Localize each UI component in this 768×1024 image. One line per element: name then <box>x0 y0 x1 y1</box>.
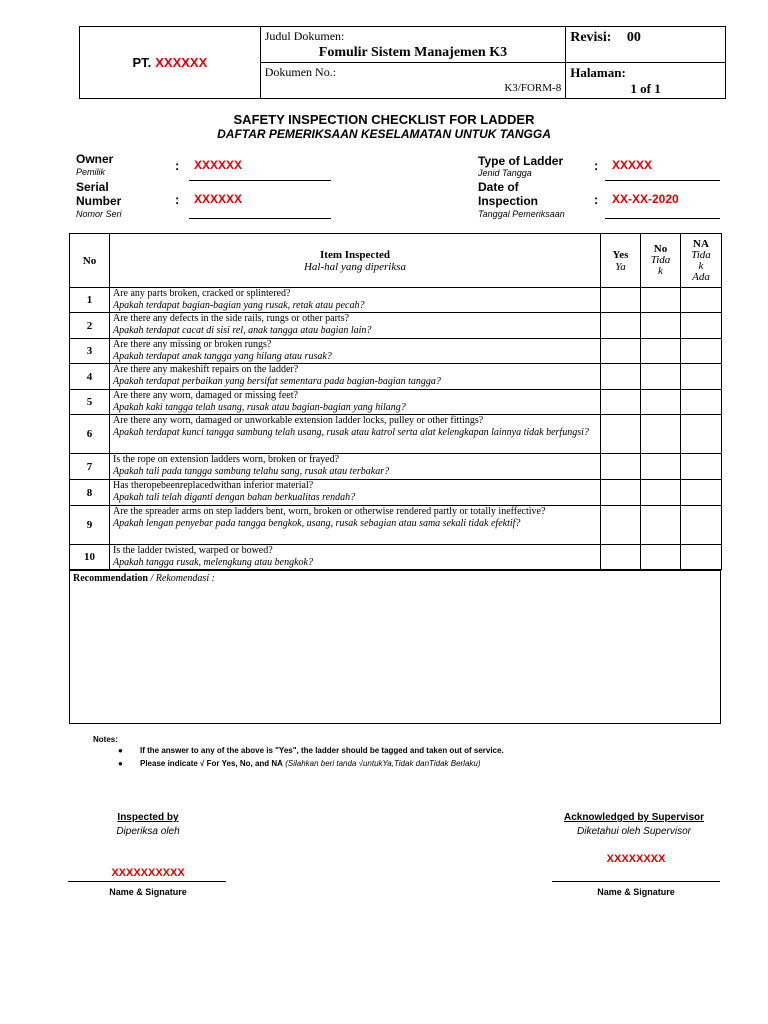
document-header <box>79 26 726 99</box>
item-english: Are any parts broken, cracked or splintered? <box>113 288 291 299</box>
col-item-sublabel: Hal-hal yang diperiksa <box>303 260 407 273</box>
yes-checkbox[interactable] <box>601 480 641 506</box>
no-checkbox[interactable] <box>641 390 681 415</box>
serial-label-1: Serial <box>76 180 109 194</box>
recommendation-box[interactable] <box>69 570 721 724</box>
item-english: Has theropebeenreplacedwithan inferior material? <box>113 480 314 491</box>
bullet-icon: ● <box>118 746 123 755</box>
acknowledged-by-sublabel: Diketahui oleh Supervisor <box>577 826 691 837</box>
row-number: 3 <box>70 339 110 364</box>
inspected-by-sublabel: Diperiksa oleh <box>116 826 180 837</box>
table-row <box>70 506 722 545</box>
owner-value[interactable]: XXXXXX <box>194 158 243 172</box>
col-yes-header <box>601 234 641 288</box>
item-english: Are there any worn, damaged or unworkable extension ladder locks, pulley or other fittings? <box>113 415 484 426</box>
no-checkbox[interactable] <box>641 454 681 480</box>
ladder-type-colon: : <box>594 158 599 173</box>
date-label-1: Date of <box>478 180 519 194</box>
recommendation-heading <box>70 571 720 586</box>
item-indonesian: Apakah tali telah diganti dengan bahan berkualitas rendah? <box>113 492 356 503</box>
note-bullet-2-sub: (Silahkan beri tanda √untukYa,Tidak danTidak Berlaku) <box>285 759 481 768</box>
company-prefix: PT. <box>132 54 152 70</box>
page-value: 1 of 1 <box>630 81 661 96</box>
col-na-sub-1: Tida <box>691 248 711 261</box>
supervisor-signature-caption: Name & Signature <box>597 887 675 897</box>
date-colon: : <box>594 192 599 207</box>
owner-label: Owner <box>76 152 114 166</box>
row-item <box>110 545 601 570</box>
na-checkbox[interactable] <box>681 545 722 570</box>
col-no-answer-sub-2: k <box>658 265 663 277</box>
page-cell <box>566 63 726 99</box>
owner-colon: : <box>175 158 180 173</box>
no-checkbox[interactable] <box>641 364 681 390</box>
serial-value[interactable]: XXXXXX <box>194 192 243 206</box>
inspector-signature-caption: Name & Signature <box>109 887 187 897</box>
item-english: Is the rope on extension ladders worn, broken or frayed? <box>113 454 340 465</box>
na-checkbox[interactable] <box>681 454 722 480</box>
row-item <box>110 454 601 480</box>
notes-label: Notes: <box>93 735 118 744</box>
col-no-label: No <box>82 254 97 267</box>
col-no-answer-sub-1: Tida <box>650 254 671 266</box>
table-row <box>70 364 722 390</box>
na-checkbox[interactable] <box>681 415 722 454</box>
na-checkbox[interactable] <box>681 288 722 313</box>
note-bullet-2 <box>140 759 481 768</box>
revision-value: 00 <box>626 30 641 45</box>
date-sublabel: Tanggal Pemeriksaan <box>478 209 565 219</box>
serial-colon: : <box>175 192 180 207</box>
yes-checkbox[interactable] <box>601 390 641 415</box>
recommendation-sublabel: / Rekomendasi : <box>148 573 215 584</box>
no-checkbox[interactable] <box>641 415 681 454</box>
table-row <box>70 480 722 506</box>
na-checkbox[interactable] <box>681 339 722 364</box>
date-underline <box>605 218 720 219</box>
inspector-name[interactable]: XXXXXXXXXX <box>111 867 185 879</box>
ladder-type-value[interactable]: XXXXX <box>612 158 653 172</box>
serial-sublabel: Nomor Seri <box>76 209 122 219</box>
table-header-row <box>70 234 722 288</box>
ladder-type-label: Type of Ladder <box>478 154 564 168</box>
col-no-header <box>70 234 110 288</box>
row-number: 5 <box>70 390 110 415</box>
row-number: 8 <box>70 480 110 506</box>
owner-underline <box>189 180 331 181</box>
row-number: 4 <box>70 364 110 390</box>
doc-title-label: Judul Dokumen: <box>264 29 345 43</box>
form-subtitle: DAFTAR PEMERIKSAAN KESELAMATAN UNTUK TANGGA <box>217 127 551 141</box>
row-item <box>110 506 601 545</box>
ladder-type-underline <box>605 180 720 181</box>
item-indonesian: Apakah lengan penyebar pada tangga bengkok, usang, rusak sebagian atau sama sekali tidak efektif? <box>113 518 521 529</box>
no-checkbox[interactable] <box>641 506 681 545</box>
row-item <box>110 480 601 506</box>
col-item-header <box>110 234 601 288</box>
table-row <box>70 454 722 480</box>
col-na-sub-2: k <box>698 259 704 272</box>
table-row <box>70 288 722 313</box>
yes-checkbox[interactable] <box>601 313 641 339</box>
doc-title: Fomulir Sistem Manajemen K3 <box>318 45 508 60</box>
row-item <box>110 390 601 415</box>
item-english: Are there any makeshift repairs on the ladder? <box>113 364 299 375</box>
table-row <box>70 415 722 454</box>
table-row <box>70 390 722 415</box>
col-item-label: Item Inspected <box>320 248 390 261</box>
date-value[interactable]: XX-XX-2020 <box>612 192 679 206</box>
row-number: 10 <box>70 545 110 570</box>
doc-title-cell <box>260 27 565 63</box>
row-item <box>110 415 601 454</box>
row-item <box>110 339 601 364</box>
yes-checkbox[interactable] <box>601 454 641 480</box>
company-cell <box>80 27 261 99</box>
doc-no: K3/FORM-8 <box>504 82 562 94</box>
yes-checkbox[interactable] <box>601 364 641 390</box>
supervisor-signature-line <box>552 881 720 882</box>
row-number: 6 <box>70 415 110 454</box>
item-english: Are there any missing or broken rungs? <box>113 339 272 350</box>
col-no-answer-header <box>641 234 681 288</box>
yes-checkbox[interactable] <box>601 339 641 364</box>
inspected-by-label: Inspected by <box>117 812 179 823</box>
item-english: Are the spreader arms on step ladders bent, worn, broken or otherwise rendered partly or totally ineffective? <box>113 506 546 517</box>
na-checkbox[interactable] <box>681 480 722 506</box>
doc-no-label: Dokumen No.: <box>264 65 337 79</box>
table-row <box>70 545 722 570</box>
col-no-answer-label: No <box>653 243 668 255</box>
revision-label: Revisi: <box>570 30 612 45</box>
no-checkbox[interactable] <box>641 313 681 339</box>
bullet-icon: ● <box>118 759 123 768</box>
yes-checkbox[interactable] <box>601 545 641 570</box>
na-checkbox[interactable] <box>681 390 722 415</box>
item-indonesian: Apakah kaki tangga telah usang, rusak atau bagian-bagian yang hilang? <box>113 402 406 413</box>
no-checkbox[interactable] <box>641 288 681 313</box>
row-number: 9 <box>70 506 110 545</box>
na-checkbox[interactable] <box>681 313 722 339</box>
row-item <box>110 364 601 390</box>
item-english: Are there any worn, damaged or missing feet? <box>113 390 298 401</box>
na-checkbox[interactable] <box>681 364 722 390</box>
col-na-header <box>681 234 722 288</box>
no-checkbox[interactable] <box>641 339 681 364</box>
form-title: SAFETY INSPECTION CHECKLIST FOR LADDER <box>233 112 535 127</box>
page-label: Halaman: <box>570 65 626 80</box>
company-name: XXXXXX <box>155 54 208 70</box>
item-indonesian: Apakah terdapat perbaikan yang bersifat sementara pada bagian-bagian tangga? <box>113 376 441 387</box>
owner-sublabel: Pemilik <box>76 167 106 177</box>
item-english: Are there any defects in the side rails, rungs or other parts? <box>113 313 350 324</box>
serial-underline <box>189 218 331 219</box>
col-na-label: NA <box>693 237 709 250</box>
note-bullet-2-main: Please indicate √ For Yes, No, and NA <box>140 759 283 768</box>
item-indonesian: Apakah terdapat anak tangga yang hilang atau rusak? <box>113 351 332 362</box>
revision-cell <box>566 27 726 63</box>
note-bullet-1: If the answer to any of the above is "Yes", the ladder should be tagged and taken out of service. <box>140 746 504 755</box>
no-checkbox[interactable] <box>641 480 681 506</box>
row-item <box>110 288 601 313</box>
col-yes-label: Yes <box>612 248 629 261</box>
col-yes-sublabel: Ya <box>615 260 626 273</box>
recommendation-label: Recommendation <box>73 573 148 584</box>
table-row <box>70 313 722 339</box>
item-english: Is the ladder twisted, warped or bowed? <box>113 545 273 556</box>
no-checkbox[interactable] <box>641 545 681 570</box>
item-indonesian: Apakah terdapat bagian-bagian yang rusak, retak atau pecah? <box>113 300 365 311</box>
doc-no-cell <box>260 63 565 99</box>
item-indonesian: Apakah tangga rusak, melengkung atau bengkok? <box>113 557 313 568</box>
item-indonesian: Apakah terdapat cacat di sisi rel, anak tangga atau bagian lain? <box>113 325 372 336</box>
col-na-sub-3: Ada <box>692 270 710 283</box>
date-label-2: Inspection <box>478 194 539 208</box>
row-number: 2 <box>70 313 110 339</box>
supervisor-name[interactable]: XXXXXXXX <box>606 853 666 865</box>
serial-label-2: Number <box>76 194 122 208</box>
row-number: 7 <box>70 454 110 480</box>
yes-checkbox[interactable] <box>601 288 641 313</box>
na-checkbox[interactable] <box>681 506 722 545</box>
ladder-type-sublabel: Jenid Tangga <box>478 168 532 178</box>
yes-checkbox[interactable] <box>601 415 641 454</box>
acknowledged-by-label: Acknowledged by Supervisor <box>563 812 705 823</box>
inspector-signature-line <box>68 881 226 882</box>
item-indonesian: Apakah terdapat kunci tangga sambung telah usang, rusak atau katrol serta alat kelengkapan lainnya tidak berfungsi? <box>113 427 589 438</box>
yes-checkbox[interactable] <box>601 506 641 545</box>
row-number: 1 <box>70 288 110 313</box>
checklist-table <box>69 233 722 570</box>
item-indonesian: Apakah tali pada tangga sambung telahu sang, rusak atau terbakar? <box>113 466 390 477</box>
table-row <box>70 339 722 364</box>
row-item <box>110 313 601 339</box>
